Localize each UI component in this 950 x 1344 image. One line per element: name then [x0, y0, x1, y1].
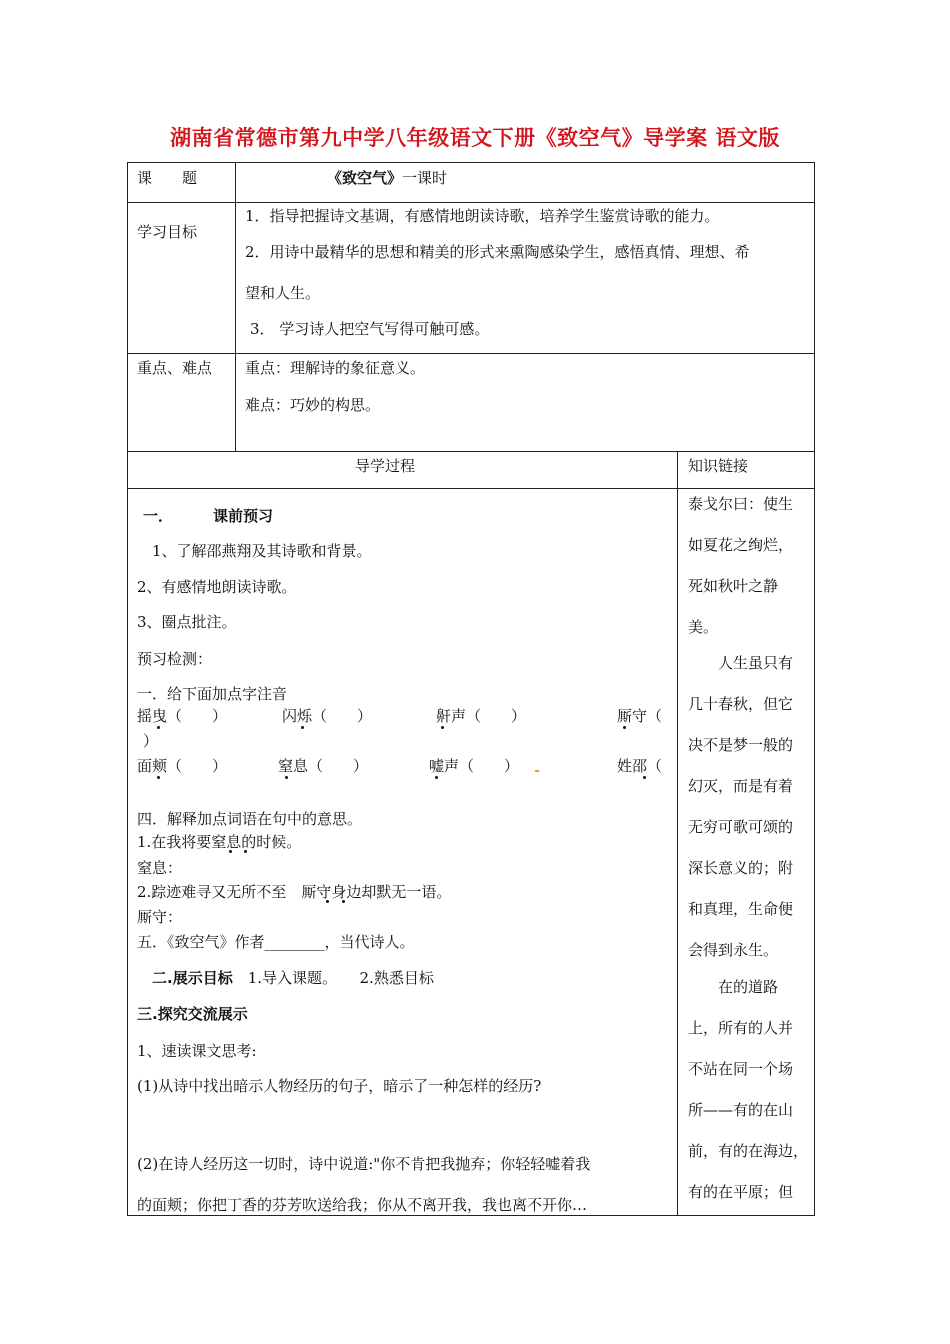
link-line: 所——有的在山: [688, 1101, 794, 1119]
reading-question-2-line-1: (2)在诗人经历这一切时，诗中说道:"你不肯把我抛弃；你轻轻嘘着我: [137, 1155, 591, 1173]
preview-check-label: 预习检测：: [137, 650, 213, 668]
table-links-divider: [677, 451, 678, 1216]
reading-question-2-line-2: 的面颊；你把丁香的芬芳吹送给我；你从不离开我，我也离不开你…: [137, 1196, 588, 1214]
reading-task: 1、速读课文思考:: [137, 1042, 257, 1060]
section-1-number: 一．: [143, 507, 174, 525]
link-line: 幻灭，而是有着: [688, 777, 794, 795]
link-line: 前，有的在海边，: [688, 1142, 809, 1160]
goal-2-line-2: 望和人生。: [245, 284, 321, 302]
prep-item-1: 1、了解邵燕翔及其诗歌和背景。: [152, 542, 372, 560]
course-label: 课 题: [137, 169, 198, 187]
pinyin-word-4-close: ）: [143, 732, 159, 750]
question-5: 五．《致空气》作者________，当代诗人。: [137, 933, 415, 951]
link-line: 在的道路: [688, 978, 779, 996]
section-2: [152, 968, 434, 988]
course-name: [327, 168, 447, 188]
table-divider: [127, 202, 815, 203]
course-name-title: 《致空气》: [327, 169, 403, 187]
link-line: 美。: [688, 618, 719, 636]
sentence-2-answer: 厮守：: [137, 908, 183, 926]
table-border-top: [127, 162, 815, 163]
link-line: 死如秋叶之静: [688, 577, 779, 595]
hard-point: 难点：巧妙的构思。: [245, 396, 381, 414]
key-label: 重点、难点: [137, 359, 213, 377]
link-line: 无穷可歌可颂的: [688, 818, 794, 836]
sentence-1: 1.在我将要窒息的时候。: [137, 833, 302, 851]
pinyin-word-5: 面颊（ ）: [137, 757, 228, 775]
link-line: 几十春秋，但它: [688, 695, 794, 713]
table-divider: [127, 451, 815, 452]
document-title: 湖南省常德市第九中学八年级语文下册《致空气》导学案 语文版: [170, 126, 780, 150]
question-4: 四．解释加点词语在句中的意思。: [137, 810, 363, 828]
link-line: 人生虽只有: [688, 654, 794, 672]
key-point: 重点：理解诗的象征意义。: [245, 359, 426, 377]
sentence-1-answer: 窒息：: [137, 859, 183, 877]
reading-question-1: (1)从诗中找出暗示人物经历的句子，暗示了一种怎样的经历?: [137, 1077, 542, 1095]
section-2-title: 二.展示目标: [152, 969, 233, 987]
section-3-title: 三.探究交流展示: [137, 1005, 248, 1023]
pinyin-word-1: 摇曳（ ）: [137, 707, 228, 725]
table-divider: [127, 488, 815, 489]
goal-2-line-1: 2．用诗中最精华的思想和精美的形式来熏陶感染学生，感悟真情、理想、希: [245, 243, 750, 261]
table-label-divider: [235, 162, 236, 451]
highlight-mark: [535, 770, 539, 772]
table-border-left: [127, 162, 128, 1216]
course-period: 一课时: [402, 169, 448, 187]
pinyin-word-3: 鼾声（ ）: [436, 707, 527, 725]
link-line: 有的在平原；但: [688, 1183, 794, 1201]
process-heading: 导学过程: [355, 457, 416, 475]
link-line: 决不是梦一般的: [688, 736, 794, 754]
goal-3: 3． 学习诗人把空气写得可触可感。: [250, 320, 490, 338]
link-line: 如夏花之绚烂，: [688, 536, 794, 554]
link-line: 和真理，生命便: [688, 900, 794, 918]
links-heading: 知识链接: [688, 457, 749, 475]
table-divider: [127, 353, 815, 354]
section-1-heading: [143, 506, 273, 526]
pinyin-word-8: 姓邵（: [617, 757, 663, 775]
link-line: 上，所有的人并: [688, 1019, 794, 1037]
goals-label: 学习目标: [137, 223, 198, 241]
sentence-2: 2.踪迹难寻又无所不至 厮守身边却默无一语。: [137, 883, 452, 901]
section-1-title: 课前预习: [213, 507, 274, 525]
pinyin-word-2: 闪烁（ ）: [282, 707, 373, 725]
link-line: 会得到永生。: [688, 941, 779, 959]
pinyin-word-6: 窒息（ ）: [278, 757, 369, 775]
link-line: 深长意义的；附: [688, 859, 794, 877]
question-1: 一．给下面加点字注音: [137, 685, 288, 703]
prep-item-3: 3、圈点批注。: [137, 613, 237, 631]
section-2-items: 1.导入课题。 2.熟悉目标: [247, 969, 434, 987]
goal-1: 1．指导把握诗文基调，有感情地朗读诗歌，培养学生鉴赏诗歌的能力。: [245, 207, 720, 225]
table-border-bottom: [127, 1215, 815, 1216]
pinyin-word-7: 嘘声（ ）: [429, 757, 520, 775]
prep-item-2: 2、有感情地朗读诗歌。: [137, 578, 297, 596]
pinyin-word-4: 厮守（: [617, 707, 663, 725]
link-line: 泰戈尔曰：使生: [688, 495, 794, 513]
link-line: 不站在同一个场: [688, 1060, 794, 1078]
table-border-right: [814, 162, 815, 1216]
